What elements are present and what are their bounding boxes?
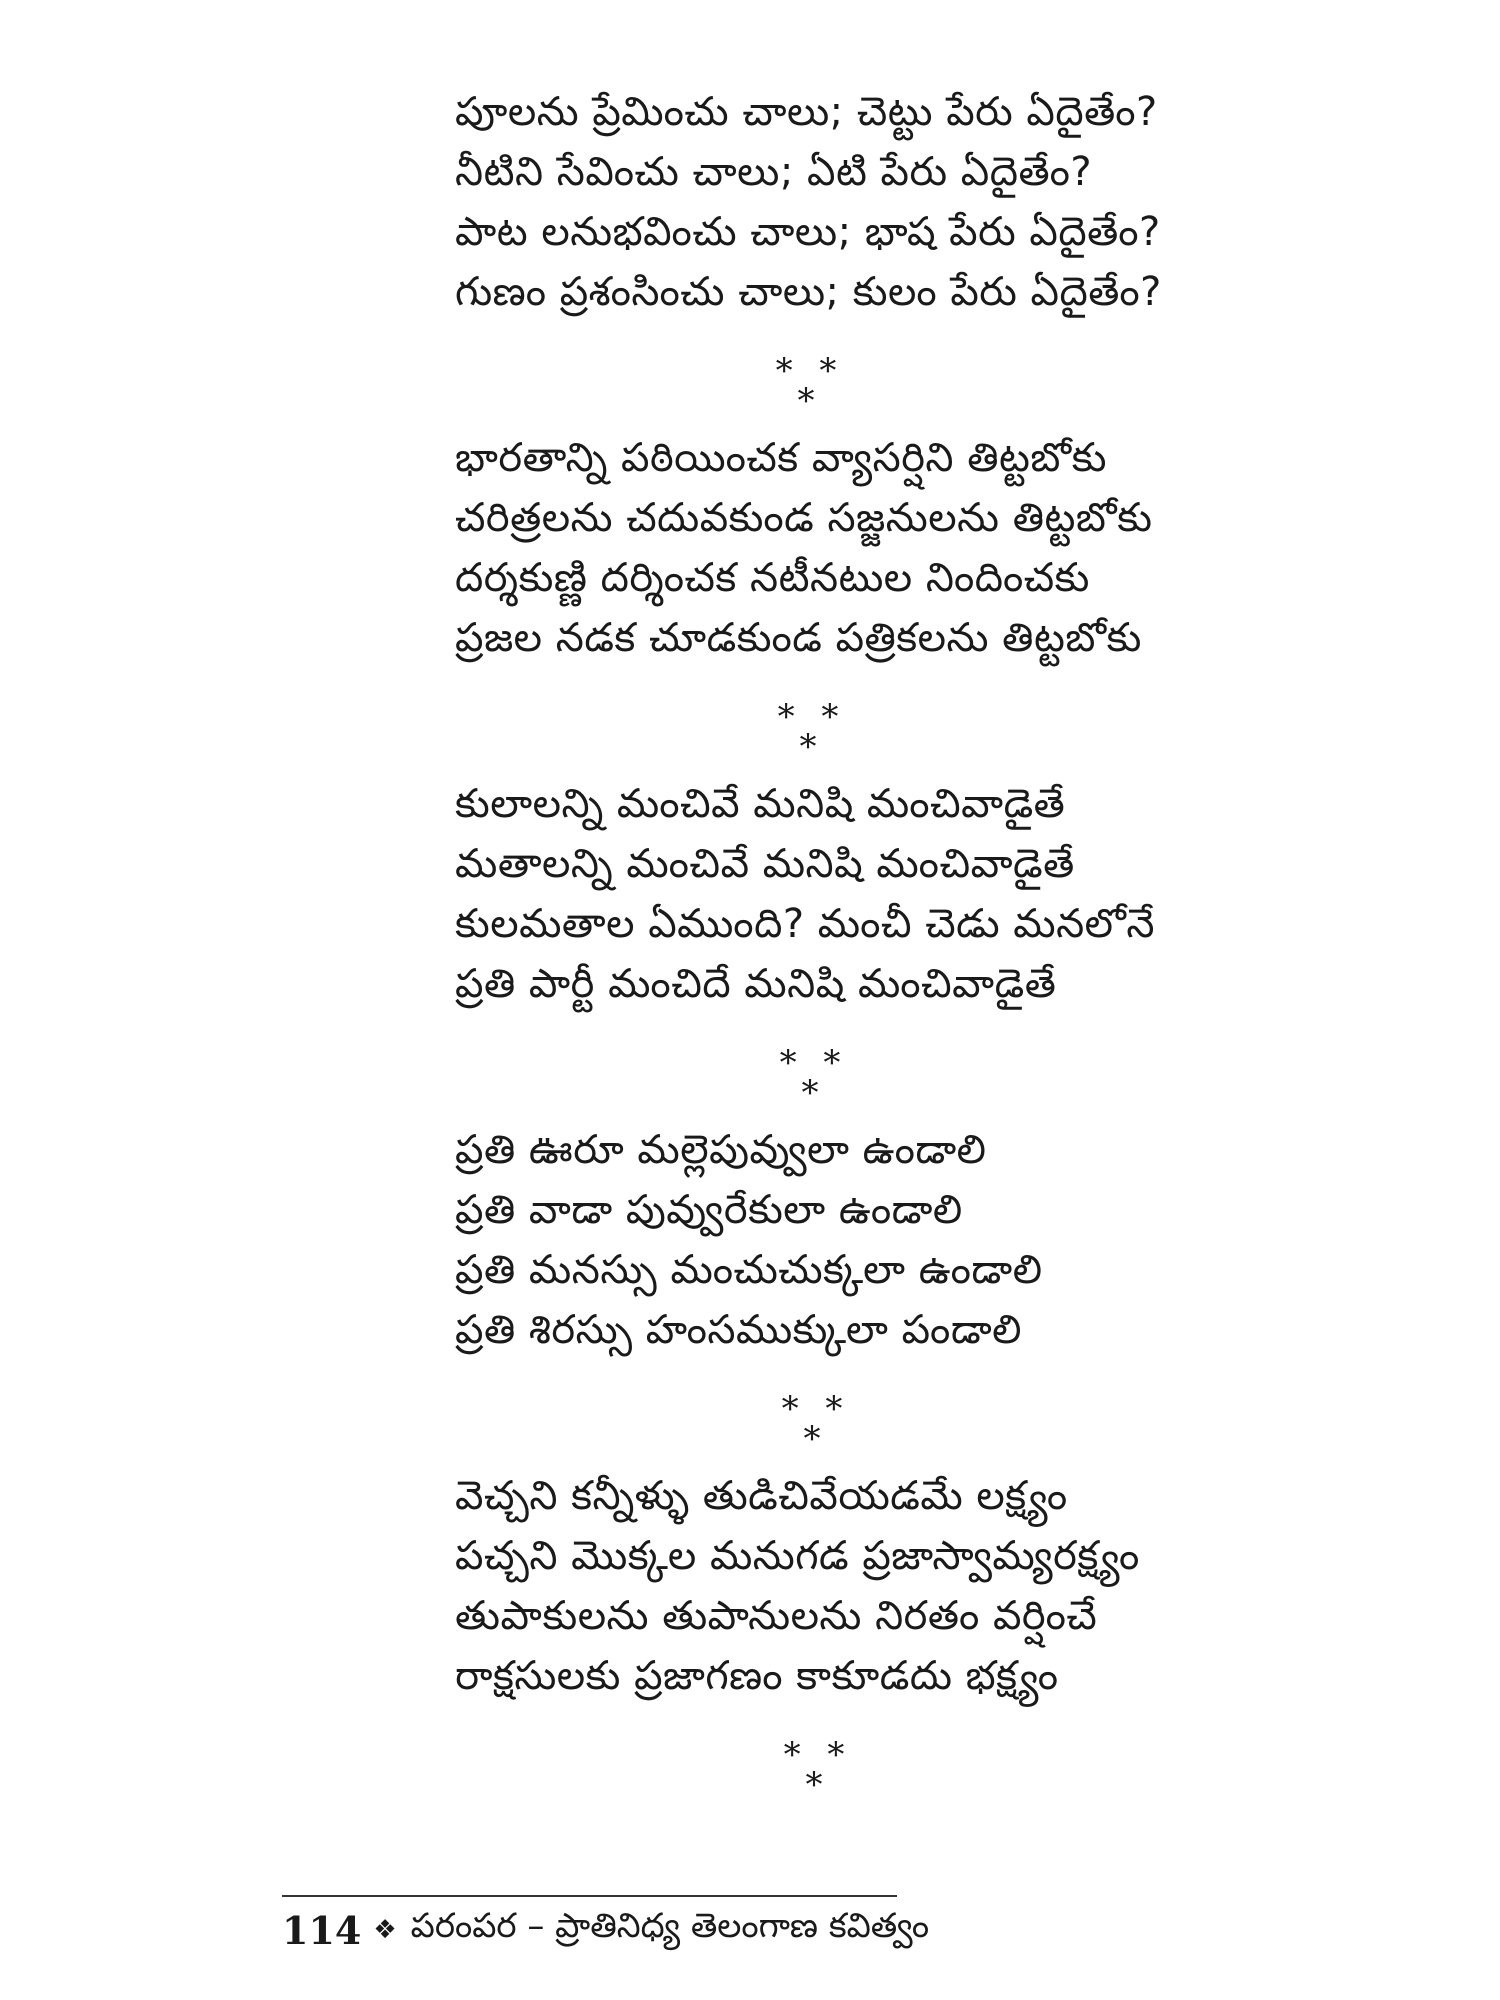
poem-line: ప్రజల నడక చూడకుండ పత్రికలను తిట్టబోకు — [455, 615, 1142, 661]
poem-line: నీటిని సేవించు చాలు; ఏటి పేరు ఏదైతేం? — [455, 149, 1093, 195]
poem-line: కులమతాల ఏముంది? మంచీ చెడు మనలోనే — [455, 901, 1155, 947]
poem-line: ప్రతి పార్టీ మంచిదే మనిషి మంచివాడైతే — [455, 961, 1057, 1007]
stanza-separator: * * * — [777, 697, 847, 767]
page-number: 114 — [282, 1907, 362, 1953]
poem-line: గుణం ప్రశంసించు చాలు; కులం పేరు ఏదైతేం? — [455, 269, 1162, 315]
stanza-separator: * * * — [781, 1389, 851, 1459]
poem-line: ప్రతి మనస్సు మంచుచుక్కలా ఉండాలి — [455, 1247, 1043, 1293]
poem-line: ప్రతి శిరస్సు హంసముక్కులా పండాలి — [455, 1307, 1022, 1353]
stanza-separator: * * * — [779, 1043, 849, 1113]
poem-line: రాక్షసులకు ప్రజాగణం కాకూడదు భక్ష్యం — [455, 1653, 1059, 1699]
stanza-separator: * * * — [775, 351, 845, 421]
stanza-separator: * * * — [783, 1735, 853, 1805]
stanza-3 — [455, 774, 1255, 1014]
stanza-2 — [455, 428, 1255, 668]
poem-line: ప్రతి ఊరూ మల్లెపువ్వులా ఉండాలి — [455, 1127, 987, 1173]
poem-line: చరిత్రలను చదువకుండ సజ్జనులను తిట్టబోకు — [455, 495, 1153, 541]
stanza-4 — [455, 1120, 1255, 1360]
poem-line: వెచ్చని కన్నీళ్ళు తుడిచివేయడమే లక్ష్యం — [455, 1473, 1068, 1519]
poem-line: మతాలన్ని మంచివే మనిషి మంచివాడైతే — [455, 841, 1075, 887]
poem-line: పచ్చని మొక్కల మనుగడ ప్రజాస్వామ్యరక్ష్యం — [455, 1533, 1140, 1579]
ornament-icon: ❖ — [373, 1915, 397, 1945]
stanza-1 — [455, 82, 1255, 322]
poem-line: తుపాకులను తుపానులను నిరతం వర్షించే — [455, 1593, 1098, 1639]
book-title: పరంపర – ప్రాతినిధ్య తెలంగాణ కవిత్వం — [410, 1906, 930, 1946]
poem-line: దర్శకుణ్ణి దర్శించక నటీనటుల నిందించకు — [455, 555, 1090, 601]
poem-line: పాట లనుభవించు చాలు; భాష పేరు ఏదైతేం? — [455, 209, 1161, 255]
poem-line: ప్రతి వాడా పువ్వురేకులా ఉండాలి — [455, 1187, 963, 1233]
poem-line: కులాలన్ని మంచివే మనిషి మంచివాడైతే — [455, 781, 1066, 827]
stanza-5 — [455, 1466, 1255, 1706]
poem-line: భారతాన్ని పఠియించక వ్యాసర్షిని తిట్టబోకు — [455, 435, 1107, 481]
footer-rule — [282, 1895, 897, 1897]
poem-line: పూలను ప్రేమించు చాలు; చెట్టు పేరు ఏదైతేం? — [455, 89, 1158, 135]
page-footer — [282, 1905, 929, 1955]
